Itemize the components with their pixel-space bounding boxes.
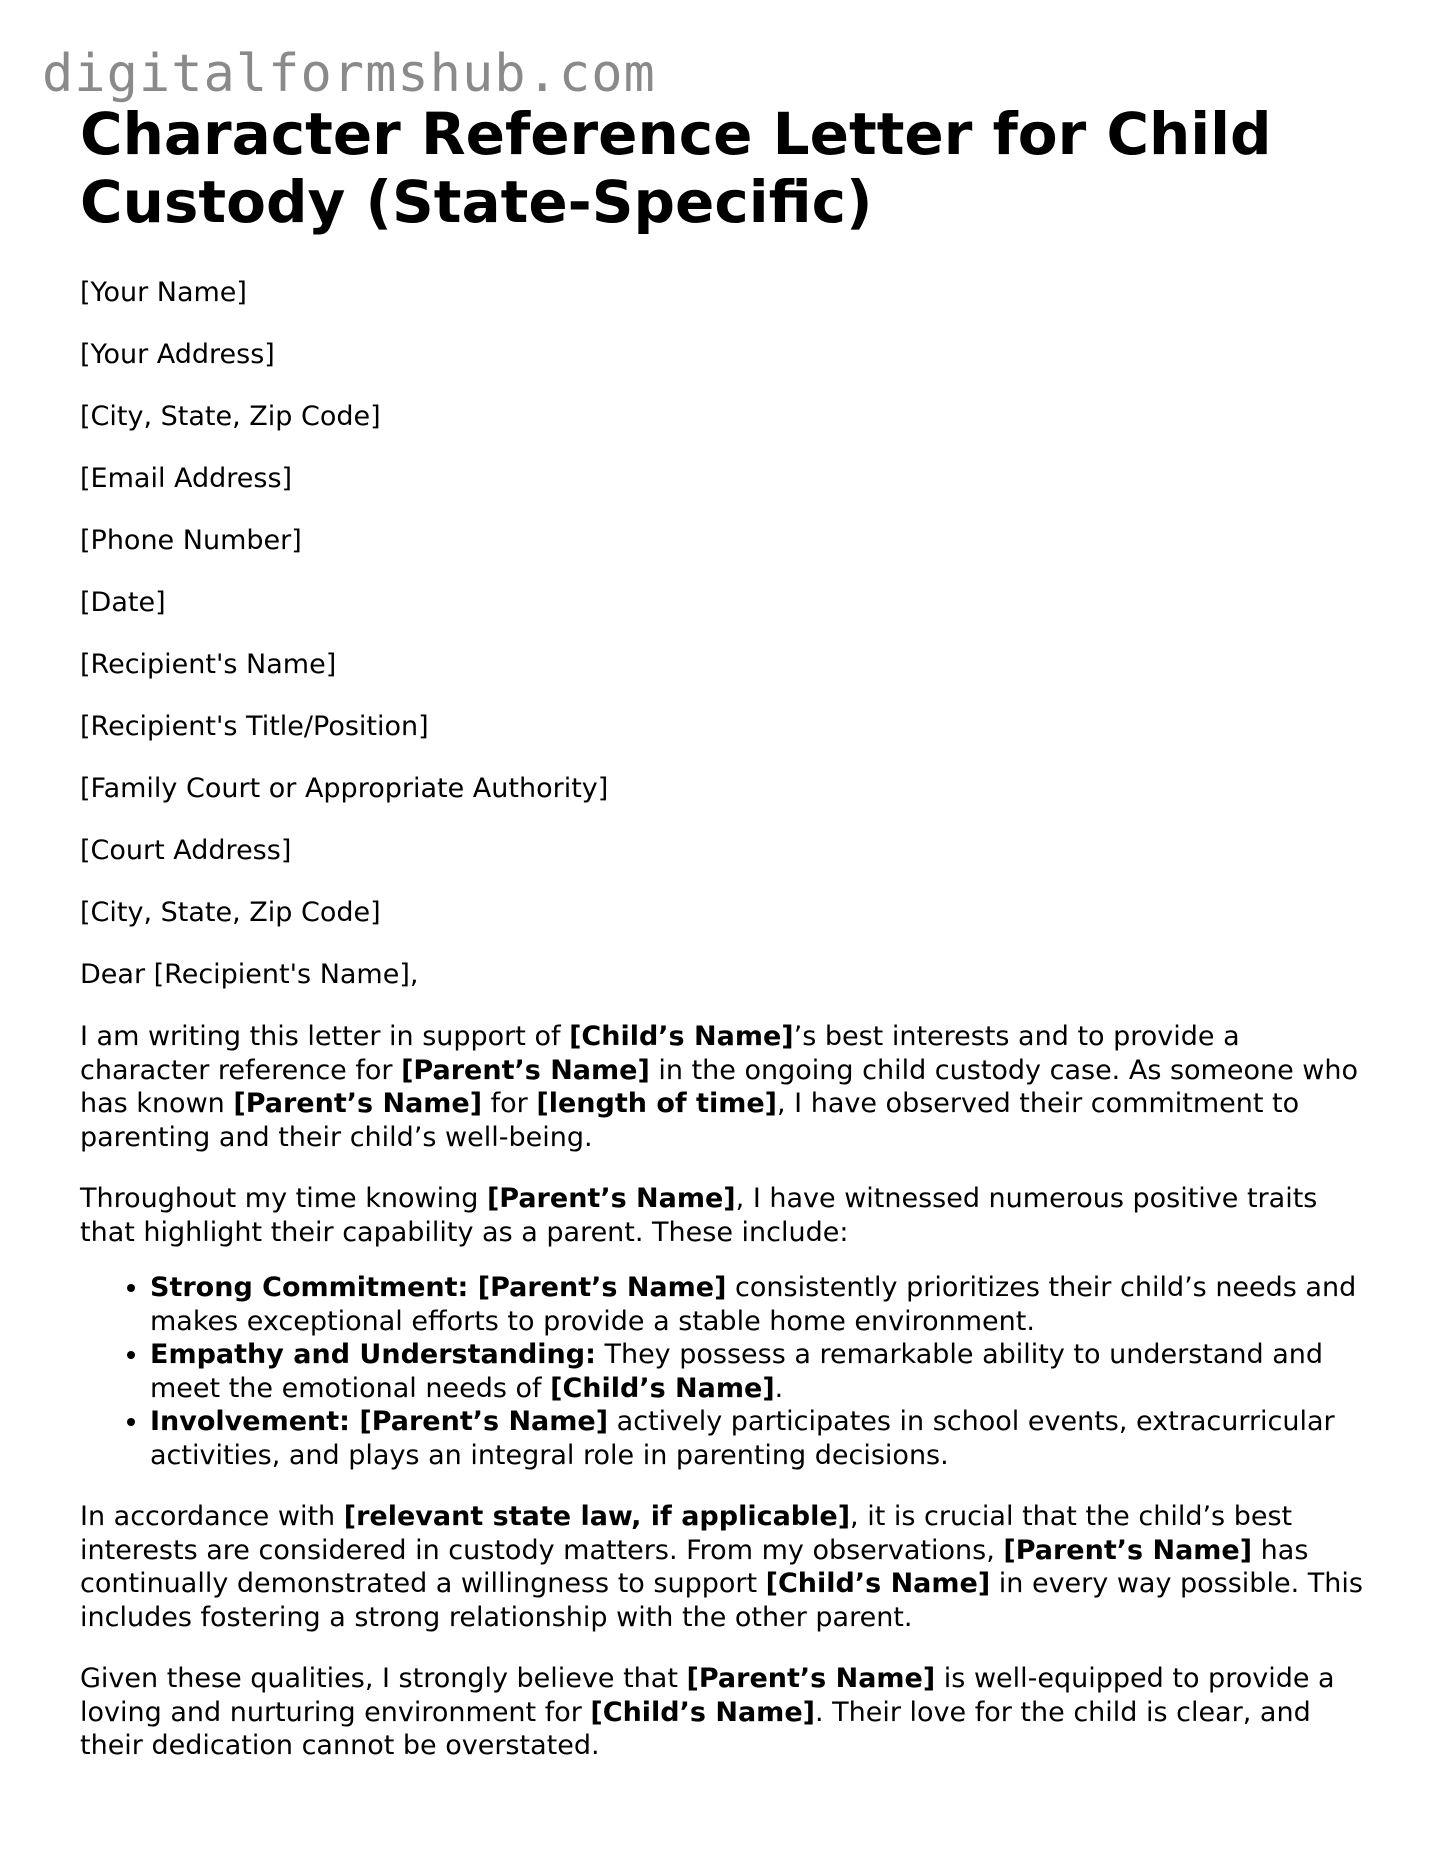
placeholder-parent-name: [Parent’s Name] [1003, 1534, 1253, 1566]
list-item [150, 1338, 1370, 1405]
trait-placeholder: [Child’s Name] [550, 1372, 775, 1404]
court-address-line: [Court Address] [80, 835, 292, 866]
sender-name-line: [Your Name] [80, 277, 247, 308]
paragraph-traits-intro [80, 1182, 1370, 1249]
text-span: in the ongoing child custody case. As someone who has known [80, 1054, 1359, 1119]
court-city-line: [City, State, Zip Code] [80, 897, 381, 928]
page-title: Character Reference Letter for Child Custody (State-Specific) [80, 100, 1272, 236]
text-span: , it is crucial that the child’s best interests are considered in custody matters. From my observations, [80, 1501, 1293, 1566]
date-line: [Date] [80, 587, 166, 618]
placeholder-parent-name: [Parent’s Name] [686, 1663, 936, 1694]
sender-city-line: [City, State, Zip Code] [80, 401, 381, 432]
letter-page [80, 100, 1370, 1791]
text-span: Throughout my time knowing [80, 1183, 487, 1214]
placeholder-state-law: [relevant state law, if applicable] [343, 1501, 851, 1532]
text-span: ’s best interests and to provide a character reference for [80, 1021, 1240, 1086]
text-span: I am writing this letter in support of [80, 1021, 570, 1052]
text-span: Given these qualities, I strongly believe that [80, 1663, 687, 1694]
sender-phone-line: [Phone Number] [80, 525, 302, 556]
list-item [150, 1271, 1370, 1338]
placeholder-parent-name: [Parent’s Name] [486, 1183, 736, 1214]
traits-list [80, 1271, 1370, 1472]
address-block [80, 276, 1370, 930]
trait-heading: Involvement: [Parent’s Name] [150, 1406, 609, 1437]
placeholder-length-of-time: [length of time] [536, 1088, 778, 1119]
placeholder-parent-name: [Parent’s Name] [233, 1088, 483, 1119]
text-span: , I have witnessed numerous positive traits that highlight their capability as a parent. These include: [80, 1183, 1318, 1248]
court-name-line: [Family Court or Appropriate Authority] [80, 773, 609, 804]
sender-address-line: [Your Address] [80, 339, 275, 370]
paragraph-intro [80, 1020, 1370, 1154]
text-span: has continually demonstrated a willingness to support [80, 1534, 1309, 1599]
text-span: , I have observed their commitment to parenting and their child’s well-being. [80, 1088, 1300, 1153]
trait-heading: Empathy and Understanding: [150, 1339, 596, 1370]
recipient-title-line: [Recipient's Title/Position] [80, 711, 429, 742]
watermark-text: digitalformshub.com [42, 44, 656, 104]
text-span: in every way possible. This includes fostering a strong relationship with the other parent. [80, 1568, 1363, 1633]
placeholder-child-name: [Child’s Name] [569, 1021, 794, 1052]
salutation: Dear [Recipient's Name], [80, 959, 419, 990]
text-span: In accordance with [80, 1501, 344, 1532]
recipient-name-line: [Recipient's Name] [80, 649, 337, 680]
placeholder-child-name: [Child’s Name] [765, 1568, 991, 1599]
placeholder-child-name: [Child’s Name] [590, 1696, 815, 1728]
text-span: . [774, 1372, 784, 1404]
paragraph-conclusion [80, 1662, 1370, 1763]
list-item [150, 1405, 1370, 1472]
sender-email-line: [Email Address] [80, 463, 293, 494]
trait-heading: Strong Commitment: [Parent’s Name] [150, 1272, 727, 1303]
text-span: consistently prioritizes their child’s needs and makes exceptional efforts to provide a stable home environment. [150, 1272, 1357, 1337]
paragraph-state-law [80, 1500, 1370, 1634]
text-span: actively participates in school events, extracurricular activities, and plays an integral role in parenting decisions. [150, 1406, 1335, 1471]
placeholder-parent-name: [Parent’s Name] [401, 1054, 650, 1086]
text-span: is well-equipped to provide a loving and nurturing environment for [80, 1663, 1335, 1728]
text-span: . Their love for the child is clear, and their dedication cannot be overstated. [80, 1696, 1311, 1761]
text-span: for [482, 1088, 537, 1119]
text-span: They possess a remarkable ability to understand and meet the emotional needs of [150, 1339, 1324, 1404]
